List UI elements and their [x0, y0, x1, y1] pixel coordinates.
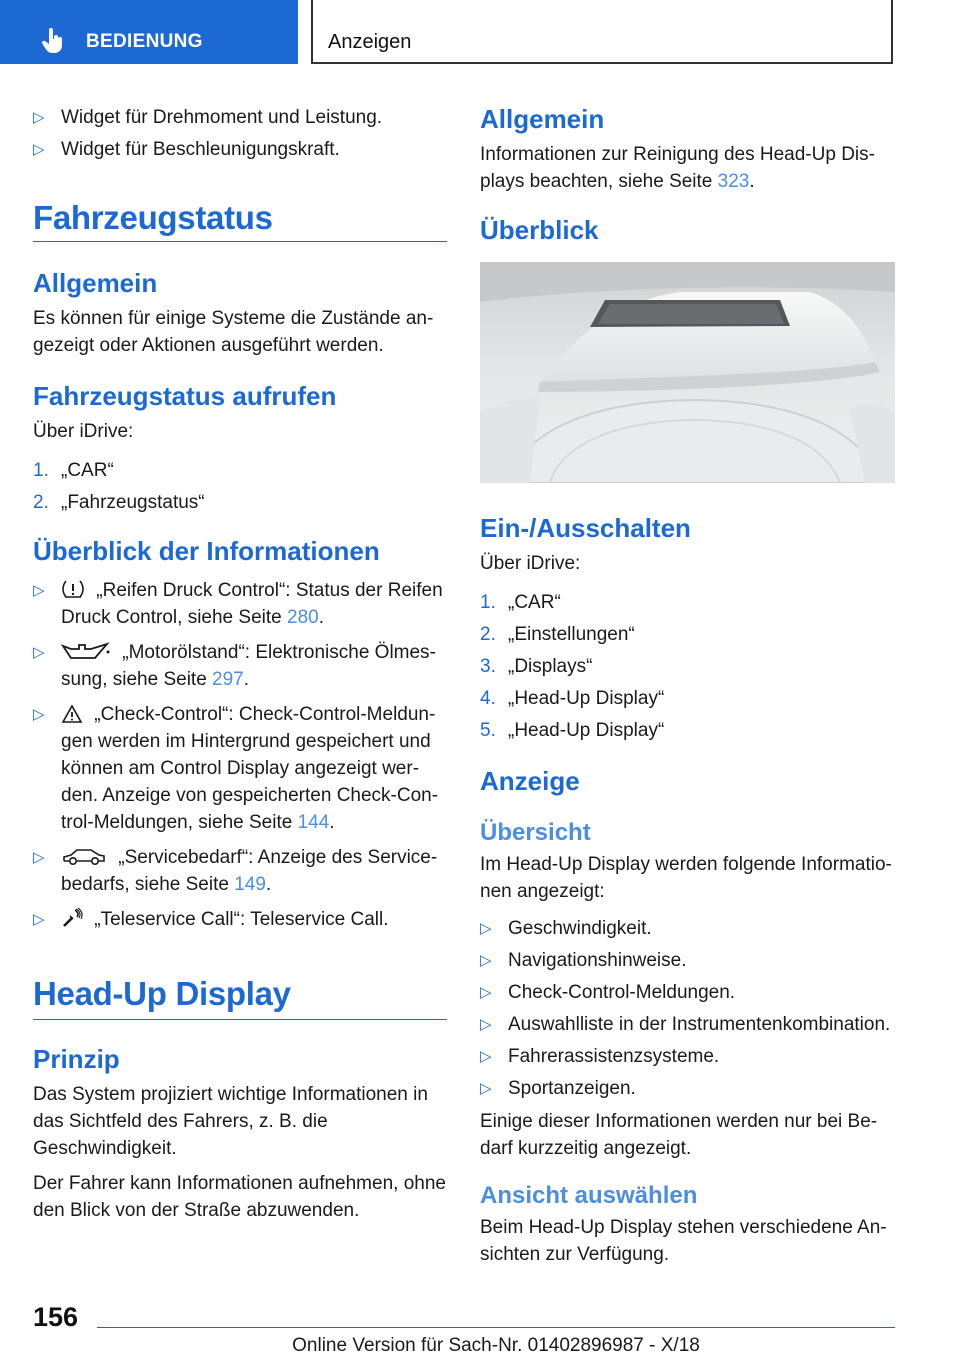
oil-can-icon	[61, 640, 111, 662]
triangle-bullet-icon: ▷	[480, 952, 492, 969]
head-up-display-photo	[480, 262, 895, 483]
list-item: ▷ Check-Control-Meldungen.	[480, 979, 895, 1006]
triangle-bullet-icon: ▷	[33, 644, 45, 661]
list-item: 2. „Einstellungen“	[480, 624, 635, 645]
paragraph: Es können für einige Systeme die Zustände angezeigt oder Aktionen ausgeführt werden.	[33, 308, 434, 356]
page-link[interactable]: 144	[297, 812, 330, 833]
paragraph: Informationen zur Reinigung des Head-Up Displays beachten, siehe Seite 323.	[480, 144, 875, 192]
list-item: 4. „Head-Up Display“	[480, 688, 665, 709]
heading-fahrzeugstatus: Fahrzeugstatus	[33, 199, 447, 242]
heading-allgemein: Allgemein	[33, 268, 158, 298]
paragraph: Beim Head-Up Display stehen verschiedene Ansichten zur Verfügung.	[480, 1217, 887, 1265]
heading-ein-ausschalten: Ein-/Ausschalten	[480, 513, 691, 543]
heading-prinzip: Prinzip	[33, 1044, 120, 1074]
triangle-bullet-icon: ▷	[33, 582, 45, 599]
triangle-bullet-icon: ▷	[33, 849, 45, 866]
page-number: 156	[33, 1302, 79, 1332]
page-header	[0, 0, 960, 66]
triangle-bullet-icon: ▷	[33, 141, 45, 158]
paragraph: Über iDrive:	[480, 553, 581, 574]
list-item: ▷ Widget für Beschleunigungskraft.	[33, 136, 447, 163]
right-column	[480, 100, 895, 1268]
chapter-tab	[311, 0, 893, 64]
warning-triangle-icon	[61, 704, 83, 724]
paragraph: Einige dieser Informationen werden nur bei Bedarf kurzzeitig angezeigt.	[480, 1111, 878, 1159]
list-item: ▷ Sportanzeigen.	[480, 1075, 895, 1102]
list-item: ▷ Fahrerassistenzsysteme.	[480, 1043, 895, 1070]
teleservice-wrench-icon	[61, 907, 83, 929]
info-list	[33, 577, 447, 933]
heading-allgemein: Allgemein	[480, 104, 605, 134]
triangle-bullet-icon: ▷	[33, 911, 45, 928]
service-car-icon	[61, 847, 107, 867]
heading-ueberblick-informationen: Überblick der Informationen	[33, 536, 380, 566]
list-item: ▷ Auswahlliste in der Instrumentenkombination.	[480, 1011, 895, 1038]
triangle-bullet-icon: ▷	[33, 706, 45, 723]
list-item: ▷ „Teleservice Call“: Teleservice Call.	[33, 906, 447, 933]
paragraph: Das System projiziert wichtige Informationen in das Sichtfeld des Fahrers, z. B. die Geschwindigkeit.	[33, 1084, 428, 1159]
triangle-bullet-icon: ▷	[480, 1080, 492, 1097]
heading-ansicht-auswaehlen: Ansicht auswählen	[480, 1182, 698, 1209]
list-item: ▷ Widget für Drehmoment und Leistung.	[33, 104, 447, 131]
chapter-label: Anzeigen	[328, 31, 412, 53]
list-item: ▷ Navigationshinweise.	[480, 947, 895, 974]
heading-fahrzeugstatus-aufrufen: Fahrzeugstatus aufrufen	[33, 381, 337, 411]
section-tab	[0, 0, 298, 64]
hand-pointer-icon	[40, 28, 66, 54]
top-bullet-list	[33, 104, 447, 163]
triangle-bullet-icon: ▷	[480, 920, 492, 937]
list-item: 2. „Fahrzeugstatus“	[33, 492, 205, 513]
steps-list	[33, 457, 447, 516]
page-link[interactable]: 297	[212, 669, 244, 690]
heading-head-up-display: Head-Up Display	[33, 975, 447, 1020]
triangle-bullet-icon: ▷	[33, 109, 45, 126]
list-item: ▷ Geschwindigkeit.	[480, 915, 895, 942]
tire-pressure-icon	[61, 578, 85, 600]
list-item: ▷ „Servicebedarf“: Anzeige des Servicebedarfs, siehe Seite 149.	[33, 844, 447, 898]
section-label: BEDIENUNG	[86, 31, 203, 52]
footer-divider	[97, 1327, 895, 1328]
heading-uebersicht: Übersicht	[480, 819, 591, 846]
page-link[interactable]: 323	[717, 171, 750, 192]
triangle-bullet-icon: ▷	[480, 984, 492, 1001]
list-item: 1. „CAR“	[33, 460, 114, 481]
list-item: 5. „Head-Up Display“	[480, 720, 665, 741]
list-item: 3. „Displays“	[480, 656, 593, 677]
paragraph: Im Head-Up Display werden folgende Informationen angezeigt:	[480, 854, 892, 902]
page-link[interactable]: 280	[287, 607, 319, 628]
page-link[interactable]: 149	[234, 874, 266, 895]
list-item: ▷ „Motorölstand“: Elektronische Ölmessung, siehe Seite 297.	[33, 639, 447, 693]
heading-ueberblick: Überblick	[480, 215, 599, 245]
heading-anzeige: Anzeige	[480, 766, 580, 796]
footer-text: Online Version für Sach-Nr. 01402896987 - X/18	[292, 1335, 700, 1356]
steps-list	[480, 589, 895, 744]
info-list	[480, 915, 895, 1102]
list-item: 1. „CAR“	[480, 592, 561, 613]
list-item: ▷ „Check-Control“: Check-Control-Meldungen werden im Hintergrund gespeichert und können am Control Display angezeigt werden. Anzeige von gespeicherten Check-Control-Meldungen, siehe Seite 144.	[33, 701, 447, 836]
list-item: ▷ „Reifen Druck Control“: Status der Reifen Druck Control, siehe Seite 280.	[33, 577, 447, 631]
left-column	[33, 100, 447, 1224]
triangle-bullet-icon: ▷	[480, 1016, 492, 1033]
paragraph: Der Fahrer kann Informationen aufnehmen, ohne den Blick von der Straße abzuwenden.	[33, 1173, 446, 1221]
paragraph: Über iDrive:	[33, 421, 134, 442]
triangle-bullet-icon: ▷	[480, 1048, 492, 1065]
